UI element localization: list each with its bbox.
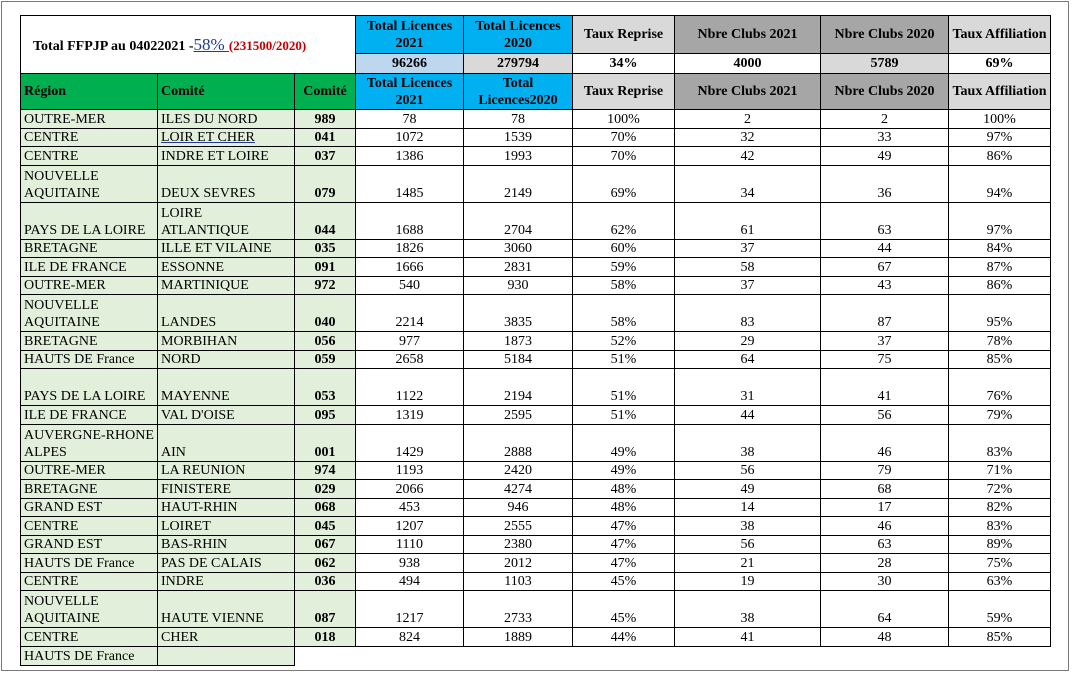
table-row [21,350,1051,369]
reprise-cell: 51% [573,350,675,369]
region-cell: PAYS DE LA LOIRE [21,369,158,406]
summary-header-lic2021: Total Licences 2021 [356,16,464,54]
col-header-comite: Comité [158,74,295,110]
clubs2020-cell: 63 [821,202,949,239]
affiliation-cell: 72% [949,480,1051,499]
comite-cell: PAS DE CALAIS [158,554,295,573]
reprise-cell: 59% [573,258,675,277]
lic2021-cell: 938 [356,554,464,573]
clubs2021-cell: 34 [675,165,821,202]
affiliation-cell: 89% [949,535,1051,554]
lic2020-cell: 2831 [464,258,573,277]
region-cell: NOUVELLE AQUITAINE [21,165,158,202]
comite-cell: ESSONNE [158,258,295,277]
comite-num-cell: 095 [295,406,356,425]
clubs2021-cell: 38 [675,517,821,536]
clubs2021-cell: 21 [675,554,821,573]
region-cell: BRETAGNE [21,332,158,351]
table-row [21,295,1051,332]
reprise-cell: 69% [573,165,675,202]
col-header-clubs2021: Nbre Clubs 2021 [675,74,821,110]
region-cell: HAUTS DE France [21,646,158,665]
lic2021-cell: 1193 [356,461,464,480]
affiliation-cell: 82% [949,498,1051,517]
table-row [21,535,1051,554]
table-row [21,517,1051,536]
table-row [21,554,1051,573]
clubs2021-cell: 44 [675,406,821,425]
region-cell: NOUVELLE AQUITAINE [21,591,158,628]
lic2020-cell: 1103 [464,572,573,591]
affiliation-cell: 86% [949,147,1051,166]
clubs2020-cell: 67 [821,258,949,277]
region-cell: GRAND EST [21,535,158,554]
clubs2021-cell: 38 [675,591,821,628]
comite-num-cell: 041 [295,128,356,147]
reprise-cell: 48% [573,498,675,517]
summary-value-clubs2020: 5789 [821,54,949,74]
clubs2020-cell: 37 [821,332,949,351]
comite-cell: HAUTE VIENNE [158,591,295,628]
clubs2020-cell: 49 [821,147,949,166]
affiliation-cell: 95% [949,295,1051,332]
comite-num-cell: 059 [295,350,356,369]
summary-value-clubs2021: 4000 [675,54,821,74]
clubs2021-cell: 83 [675,295,821,332]
lic2020-cell: 2194 [464,369,573,406]
clubs2020-cell: 64 [821,591,949,628]
lic2021-cell: 1122 [356,369,464,406]
table-row [21,591,1051,628]
clubs2020-cell: 68 [821,480,949,499]
region-cell: CENTRE [21,517,158,536]
lic2021-cell: 2658 [356,350,464,369]
comite-cell: LANDES [158,295,295,332]
clubs2021-cell: 2 [675,110,821,129]
affiliation-cell: 78% [949,332,1051,351]
lic2020-cell: 5184 [464,350,573,369]
summary-ratio: (231500/2020) [228,37,307,53]
reprise-cell: 49% [573,461,675,480]
comite-num-cell: 037 [295,147,356,166]
summary-header-lic2020: Total Licences 2020 [464,16,573,54]
comite-cell: INDRE [158,572,295,591]
clubs2020-cell: 43 [821,276,949,295]
lic2021-cell: 1217 [356,591,464,628]
summary-header-row [21,16,1051,54]
reprise-cell: 70% [573,128,675,147]
clubs2020-cell: 17 [821,498,949,517]
region-cell: HAUTS DE France [21,554,158,573]
col-header-lic2021: Total Licences 2021 [356,74,464,110]
table-row [21,369,1051,406]
lic2021-cell: 1429 [356,424,464,461]
lic2020-cell: 2420 [464,461,573,480]
comite-num-cell: 974 [295,461,356,480]
comite-num-cell: 079 [295,165,356,202]
region-cell: BRETAGNE [21,480,158,499]
comite-num-cell: 040 [295,295,356,332]
lic2020-cell: 930 [464,276,573,295]
reprise-cell: 47% [573,554,675,573]
comite-cell: FINISTERE [158,480,295,499]
clubs2020-cell: 28 [821,554,949,573]
summary-header-affiliation: Taux Affiliation [949,16,1051,54]
clubs2021-cell: 37 [675,239,821,258]
affiliation-cell: 97% [949,128,1051,147]
clubs2020-cell: 75 [821,350,949,369]
clubs2020-cell: 44 [821,239,949,258]
comite-cell: DEUX SEVRES [158,165,295,202]
lic2021-cell: 1666 [356,258,464,277]
clubs2020-cell: 63 [821,535,949,554]
summary-title: Total FFPJP au 04022021 -58% (231500/2020) [21,16,356,74]
lic2021-cell: 824 [356,628,464,647]
lic2021-cell: 78 [356,110,464,129]
comite-cell: LOIRET [158,517,295,536]
clubs2020-cell: 33 [821,128,949,147]
comite-num-cell: 053 [295,369,356,406]
affiliation-cell: 86% [949,276,1051,295]
summary-value-affiliation: 69% [949,54,1051,74]
reprise-cell: 49% [573,424,675,461]
clubs2021-cell: 14 [675,498,821,517]
affiliation-cell: 83% [949,517,1051,536]
lic2020-cell: 2733 [464,591,573,628]
comite-num-cell: 972 [295,276,356,295]
region-cell: NOUVELLE AQUITAINE [21,295,158,332]
clubs2020-cell: 2 [821,110,949,129]
reprise-cell: 47% [573,517,675,536]
clubs2021-cell: 32 [675,128,821,147]
reprise-cell: 100% [573,110,675,129]
summary-value-reprise: 34% [573,54,675,74]
comite-cell: HAUT-RHIN [158,498,295,517]
reprise-cell: 48% [573,480,675,499]
lic2021-cell: 1110 [356,535,464,554]
reprise-cell: 51% [573,406,675,425]
comite-cell: MARTINIQUE [158,276,295,295]
comite-num-cell: 029 [295,480,356,499]
affiliation-cell: 76% [949,369,1051,406]
region-cell: OUTRE-MER [21,461,158,480]
lic2020-cell: 4274 [464,480,573,499]
table-row [21,461,1051,480]
summary-header-clubs2021: Nbre Clubs 2021 [675,16,821,54]
lic2021-cell: 2214 [356,295,464,332]
affiliation-cell: 84% [949,239,1051,258]
affiliation-cell: 71% [949,461,1051,480]
comite-cell: MORBIHAN [158,332,295,351]
table-row [21,498,1051,517]
col-header-lic2020: Total Licences2020 [464,74,573,110]
comite-num-cell: 091 [295,258,356,277]
lic2021-cell: 453 [356,498,464,517]
clubs2020-cell: 56 [821,406,949,425]
comite-num-cell: 036 [295,572,356,591]
table-row [21,165,1051,202]
comite-cell: ILLE ET VILAINE [158,239,295,258]
region-cell: CENTRE [21,628,158,647]
lic2020-cell: 2380 [464,535,573,554]
reprise-cell: 58% [573,276,675,295]
comite-num-cell: 018 [295,628,356,647]
region-cell: CENTRE [21,147,158,166]
comite-num-cell: 087 [295,591,356,628]
lic2020-cell: 78 [464,110,573,129]
clubs2020-cell: 87 [821,295,949,332]
table-row [21,332,1051,351]
region-cell: CENTRE [21,572,158,591]
comite-num-cell: 062 [295,554,356,573]
comite-cell: BAS-RHIN [158,535,295,554]
region-cell: ILE DE FRANCE [21,406,158,425]
clubs2021-cell: 19 [675,572,821,591]
table-row [21,572,1051,591]
col-header-clubs2020: Nbre Clubs 2020 [821,74,949,110]
lic2021-cell: 1485 [356,165,464,202]
lic2021-cell: 1319 [356,406,464,425]
clubs2021-cell: 61 [675,202,821,239]
clubs2020-cell: 46 [821,424,949,461]
affiliation-cell: 85% [949,350,1051,369]
affiliation-cell: 79% [949,406,1051,425]
comite-num-cell: 035 [295,239,356,258]
reprise-cell: 52% [573,332,675,351]
clubs2021-cell: 37 [675,276,821,295]
clubs2021-cell: 29 [675,332,821,351]
table-row [21,424,1051,461]
lic2020-cell: 2595 [464,406,573,425]
comite-num-cell: 056 [295,332,356,351]
summary-value-lic2020: 279794 [464,54,573,74]
lic2020-cell: 1889 [464,628,573,647]
comite-num-cell: 001 [295,424,356,461]
affiliation-cell: 85% [949,628,1051,647]
summary-value-lic2021: 96266 [356,54,464,74]
lic2020-cell: 1539 [464,128,573,147]
comite-cell: INDRE ET LOIRE [158,147,295,166]
comite-cell: ILES DU NORD [158,110,295,129]
lic2020-cell: 1873 [464,332,573,351]
lic2020-cell: 2149 [464,165,573,202]
region-cell: OUTRE-MER [21,110,158,129]
region-cell: CENTRE [21,128,158,147]
reprise-cell: 70% [573,147,675,166]
comite-num-cell: 067 [295,535,356,554]
table-row [21,480,1051,499]
region-cell: OUTRE-MER [21,276,158,295]
affiliation-cell: 94% [949,165,1051,202]
comite-num-cell: 045 [295,517,356,536]
region-cell: AUVERGNE-RHONE ALPES [21,424,158,461]
clubs2021-cell: 56 [675,535,821,554]
region-cell: GRAND EST [21,498,158,517]
clubs2020-cell: 30 [821,572,949,591]
lic2020-cell: 2555 [464,517,573,536]
lic2021-cell: 1386 [356,147,464,166]
clubs2020-cell: 46 [821,517,949,536]
clubs2021-cell: 58 [675,258,821,277]
lic2020-cell: 3060 [464,239,573,258]
lic2021-cell: 540 [356,276,464,295]
table-row [21,628,1051,647]
table-row [21,202,1051,239]
table-row [21,406,1051,425]
reprise-cell: 45% [573,591,675,628]
clubs2021-cell: 41 [675,628,821,647]
reprise-cell: 58% [573,295,675,332]
comite-cell [158,646,295,665]
table-row [21,276,1051,295]
lic2020-cell: 3835 [464,295,573,332]
clubs2021-cell: 31 [675,369,821,406]
col-header-comite-num: Comité [295,74,356,110]
affiliation-cell: 75% [949,554,1051,573]
affiliation-cell: 97% [949,202,1051,239]
lic2021-cell: 2066 [356,480,464,499]
col-header-reprise: Taux Reprise [573,74,675,110]
affiliation-cell: 87% [949,258,1051,277]
lic2021-cell: 1207 [356,517,464,536]
comite-cell: MAYENNE [158,369,295,406]
lic2020-cell: 2888 [464,424,573,461]
table-row [21,239,1051,258]
lic2021-cell: 977 [356,332,464,351]
clubs2020-cell: 79 [821,461,949,480]
affiliation-cell: 100% [949,110,1051,129]
col-header-affiliation: Taux Affiliation [949,74,1051,110]
table-row [21,147,1051,166]
lic2021-cell: 494 [356,572,464,591]
column-header-row [21,74,1051,110]
table-row [21,258,1051,277]
affiliation-cell: 83% [949,424,1051,461]
comite-cell: CHER [158,628,295,647]
reprise-cell: 44% [573,628,675,647]
comite-num-cell: 044 [295,202,356,239]
lic2020-cell: 2704 [464,202,573,239]
clubs2021-cell: 38 [675,424,821,461]
clubs2020-cell: 41 [821,369,949,406]
comite-cell: LOIR ET CHER [158,128,295,147]
clubs2021-cell: 56 [675,461,821,480]
reprise-cell: 47% [573,535,675,554]
comite-cell: VAL D'OISE [158,406,295,425]
lic2020-cell: 2012 [464,554,573,573]
region-cell: ILE DE FRANCE [21,258,158,277]
reprise-cell: 60% [573,239,675,258]
comite-num-cell: 068 [295,498,356,517]
clubs2021-cell: 42 [675,147,821,166]
comite-cell: LOIRE ATLANTIQUE [158,202,295,239]
reprise-cell: 45% [573,572,675,591]
affiliation-cell: 63% [949,572,1051,591]
licences-table [20,15,1051,666]
lic2021-cell: 1072 [356,128,464,147]
region-cell: HAUTS DE France [21,350,158,369]
comite-cell: AIN [158,424,295,461]
region-cell: BRETAGNE [21,239,158,258]
table-row [21,110,1051,129]
clubs2021-cell: 49 [675,480,821,499]
summary-header-clubs2020: Nbre Clubs 2020 [821,16,949,54]
comite-cell: LA REUNION [158,461,295,480]
region-cell: PAYS DE LA LOIRE [21,202,158,239]
col-header-region: Région [21,74,158,110]
comite-cell: NORD [158,350,295,369]
clubs2020-cell: 48 [821,628,949,647]
summary-percent: 58% [193,34,229,54]
lic2021-cell: 1826 [356,239,464,258]
clubs2021-cell: 64 [675,350,821,369]
lic2020-cell: 946 [464,498,573,517]
comite-num-cell: 989 [295,110,356,129]
lic2021-cell: 1688 [356,202,464,239]
clubs2020-cell: 36 [821,165,949,202]
table-row [21,128,1051,147]
reprise-cell: 51% [573,369,675,406]
lic2020-cell: 1993 [464,147,573,166]
summary-header-reprise: Taux Reprise [573,16,675,54]
affiliation-cell: 59% [949,591,1051,628]
reprise-cell: 62% [573,202,675,239]
table-row-partial [21,646,1051,665]
